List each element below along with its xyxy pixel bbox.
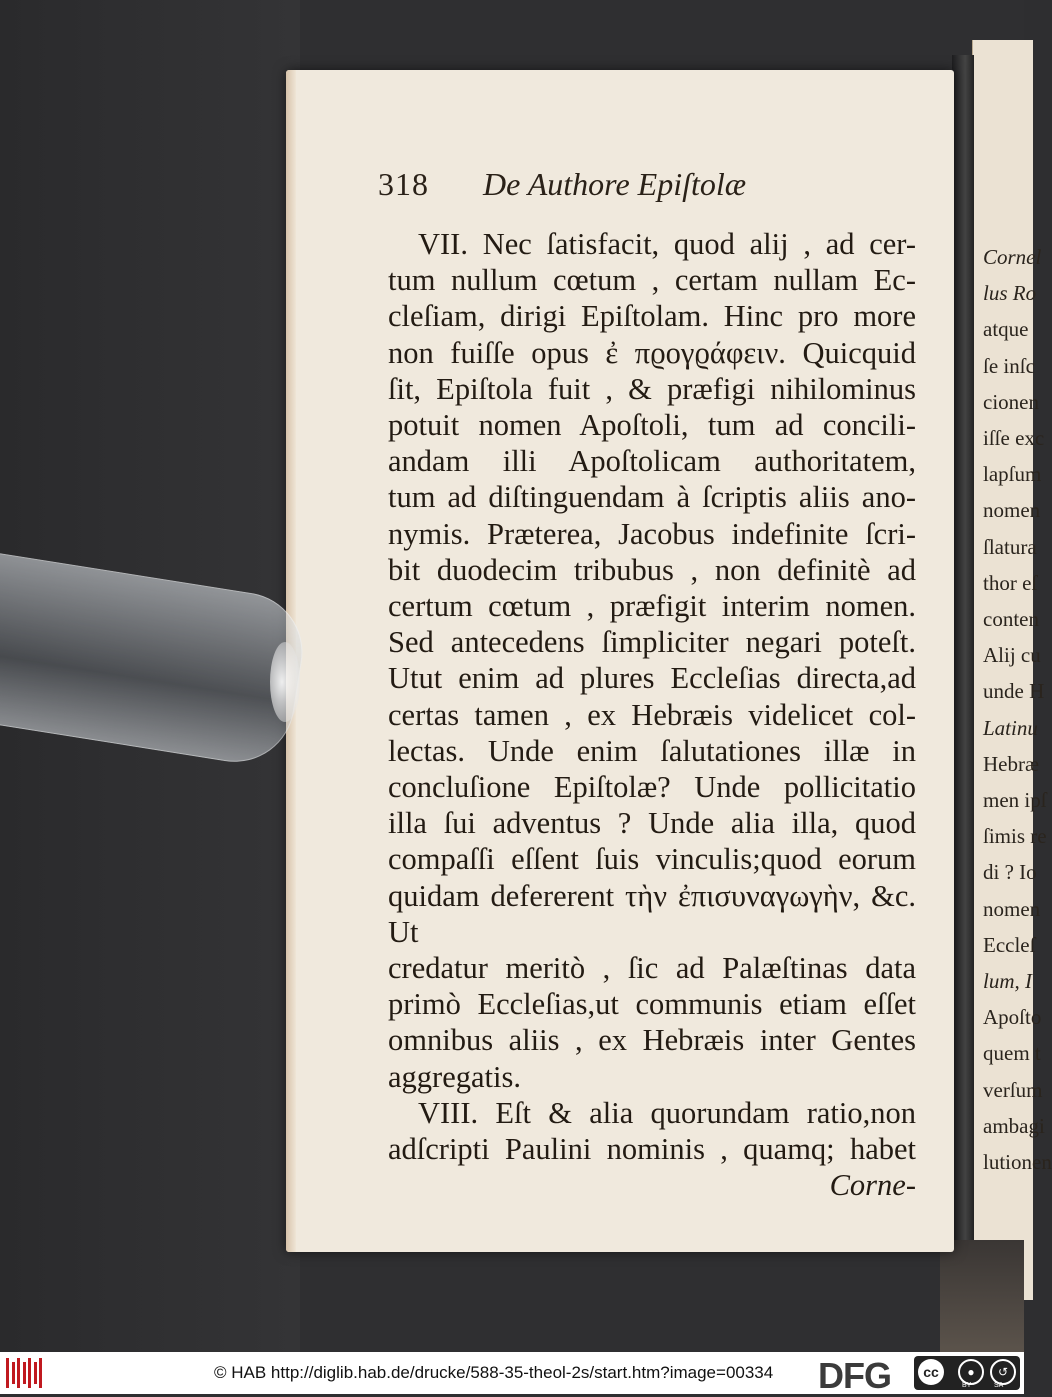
footer-credit-link[interactable]: © HAB http://diglib.hab.de/drucke/588-35-theol-2s/start.htm?image=00334 xyxy=(214,1363,774,1382)
text-line: omnibus aliis , ex Hebræis inter Gentes xyxy=(388,1023,916,1058)
by-label: BY xyxy=(962,1382,972,1389)
hab-logo-bar xyxy=(17,1358,20,1388)
adjacent-page-fragment: Apoſto xyxy=(983,1005,1042,1030)
adjacent-page-fragment: lapſum xyxy=(983,462,1042,487)
text-line: andam illi Apoſtolicam authoritatem, xyxy=(388,444,916,479)
book-gutter xyxy=(952,55,974,1295)
adjacent-page-fragment: thor eſ xyxy=(983,570,1038,595)
page-header xyxy=(378,166,746,203)
text-line: tum nullum cœtum , certam nullam Ec- xyxy=(388,263,916,298)
adjacent-page-fragment: di ? Io xyxy=(983,860,1037,885)
adjacent-page-fragment: nomen xyxy=(983,896,1041,921)
dfg-logo: DFG xyxy=(818,1355,891,1396)
hab-logo-icon xyxy=(6,1358,46,1388)
text-line: Corne- xyxy=(829,1168,916,1203)
text-line: lectas. Unde enim ſalutationes illæ in xyxy=(388,733,916,768)
adjacent-page-fragment: Latinu xyxy=(983,715,1038,740)
text-line: compaſſi eſſent ſuis vinculis;quod eorum xyxy=(388,842,916,877)
text-line: tum ad diſtinguendam à ſcriptis aliis ano- xyxy=(388,480,916,515)
text-line: VIII. Eſt & alia quorundam ratio,non xyxy=(418,1095,916,1130)
hab-logo-bar xyxy=(12,1362,15,1384)
adjacent-page-fragment: conten xyxy=(983,607,1039,631)
text-line: ſit, Epiſtola fuit , & præfigi nihilominus xyxy=(388,371,916,406)
text-line: illa ſui adventus ? Unde alia illa, quod xyxy=(388,806,916,841)
sa-icon: ↺ xyxy=(990,1359,1016,1385)
glass-holder-tip xyxy=(270,642,300,722)
adjacent-page-fragment: Alij cu xyxy=(983,643,1041,668)
adjacent-page-fragment: nomen xyxy=(983,498,1041,523)
running-head: De Authore Epiſtolæ xyxy=(483,166,747,202)
adjacent-page-fragment: ſimis re xyxy=(983,824,1047,849)
adjacent-page-fragment: ſlatura xyxy=(983,534,1037,559)
adjacent-page-fragment: Cornel xyxy=(983,245,1042,269)
text-line: aggregatis. xyxy=(388,1059,521,1094)
text-line: bit duodecim tribubus , non definitè ad xyxy=(388,552,916,587)
adjacent-page-fragment: atque xyxy=(983,317,1029,342)
text-line: concluſione Epiſtolæ? Unde pollicitatio xyxy=(388,770,916,805)
adjacent-page-fragment: quem t xyxy=(983,1041,1041,1066)
adjacent-page-fragment: iſſe exc xyxy=(983,426,1045,450)
book-cover-edge xyxy=(940,1240,1024,1352)
text-line: quidam defererent τὴν ἐπισυναγωγὴν, &c. Ut xyxy=(388,878,916,949)
adjacent-page-fragment: men ipſ xyxy=(983,788,1047,812)
footer-bar xyxy=(0,1352,1024,1394)
adjacent-page-fragment: lum, I xyxy=(983,969,1032,993)
text-line: Sed antecedens ſimpliciter negari poteſt. xyxy=(388,625,916,660)
text-line: nymis. Præterea, Jacobus indefinite ſcri- xyxy=(388,516,916,551)
adjacent-page-fragment: lutionen xyxy=(983,1150,1052,1174)
adjacent-page-fragment: Hebræ xyxy=(983,751,1039,776)
text-line: VII. Nec ſatisfacit, quod alij , ad cer- xyxy=(418,227,916,261)
cc-icon: cc xyxy=(918,1359,944,1385)
hab-logo-bar xyxy=(39,1358,42,1388)
adjacent-page-fragment: verſum xyxy=(983,1077,1043,1102)
page-number: 318 xyxy=(378,166,429,202)
adjacent-page-fragment: unde H xyxy=(983,679,1045,704)
text-line: adſcripti Paulini nominis , quamq; habet xyxy=(388,1132,916,1167)
adjacent-page-fragment: ſe inſc xyxy=(983,353,1035,378)
page-text xyxy=(388,226,916,1203)
adjacent-page-fragment: Eccleſ xyxy=(983,932,1036,957)
text-line: primò Eccleſias,ut communis etiam eſſet xyxy=(388,987,916,1022)
cc-license-badge[interactable] xyxy=(914,1356,1020,1390)
text-line: non fuiſſe opus ἐ πϱογϱάφειν. Quicquid xyxy=(388,335,916,370)
hab-logo-bar xyxy=(28,1358,31,1388)
sa-label: SA xyxy=(994,1382,1004,1389)
text-line: credatur meritò , ſic ad Palæſtinas data xyxy=(388,951,916,986)
text-line: Utut enim ad plures Eccleſias directa,ad xyxy=(388,661,916,696)
text-line: cleſiam, dirigi Epiſtolam. Hinc pro more xyxy=(388,299,916,334)
text-line: potuit nomen Apoſtoli, tum ad concili- xyxy=(388,408,916,443)
hab-logo-bar xyxy=(34,1362,37,1384)
adjacent-page-fragment: lus Ro xyxy=(983,281,1037,306)
adjacent-page-fragment: cionen xyxy=(983,389,1039,414)
by-icon: ● xyxy=(958,1359,984,1385)
hab-logo-bar xyxy=(6,1358,9,1388)
hab-logo-bar xyxy=(23,1362,26,1384)
adjacent-page xyxy=(972,40,1052,1300)
adjacent-page-fragment: ambagi xyxy=(983,1113,1045,1138)
text-line: certas tamen , ex Hebræis videlicet col- xyxy=(388,697,916,732)
text-line: certum cœtum , præfigit interim nomen. xyxy=(388,589,916,624)
